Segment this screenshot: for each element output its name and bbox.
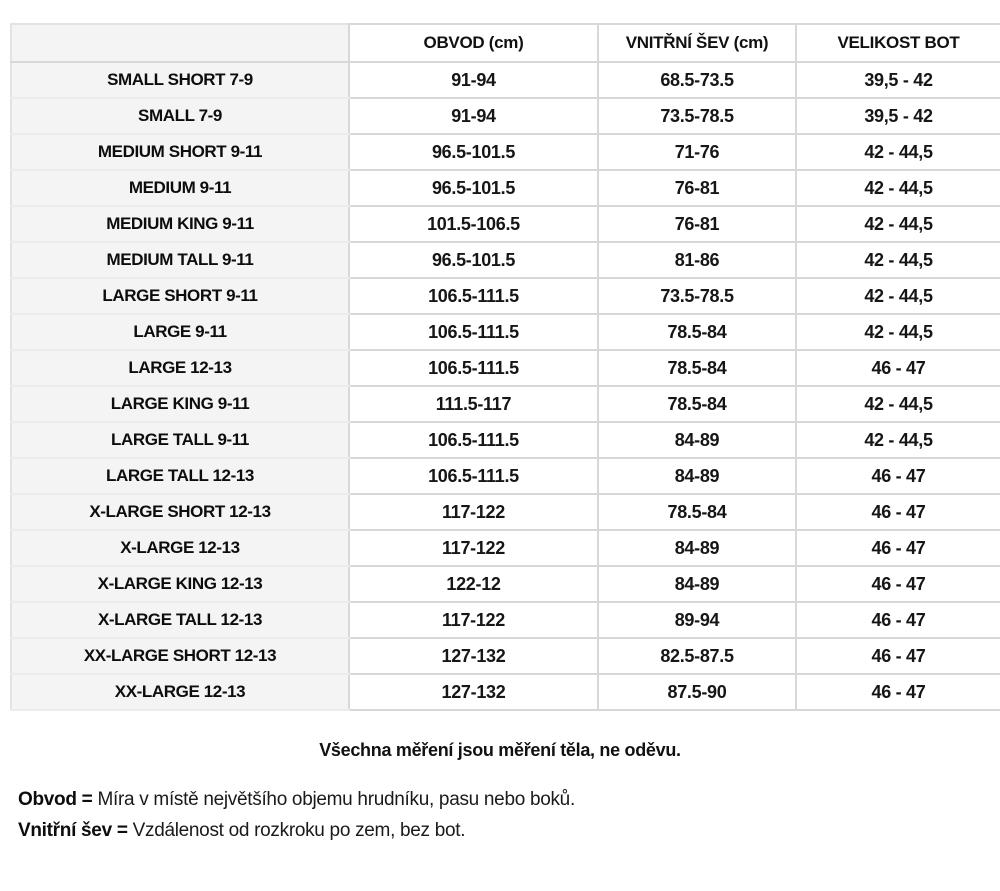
table-row — [11, 458, 1000, 494]
vnitrni-sev-value-cell: 76-81 — [598, 170, 796, 206]
definition-obvod-text: Míra v místě největšího objemu hrudníku, pasu nebo boků. — [97, 789, 575, 810]
table-row — [11, 134, 1000, 170]
velikost-bot-value-cell: 39,5 - 42 — [796, 98, 1000, 134]
velikost-bot-value-cell: 46 - 47 — [796, 494, 1000, 530]
vnitrni-sev-value-cell: 71-76 — [598, 134, 796, 170]
velikost-bot-value-cell: 42 - 44,5 — [796, 206, 1000, 242]
size-label-cell: X-LARGE KING 12-13 — [11, 566, 349, 602]
table-row — [11, 62, 1000, 98]
vnitrni-sev-value-cell: 84-89 — [598, 530, 796, 566]
definition-obvod-term: Obvod = — [18, 789, 93, 810]
table-row — [11, 386, 1000, 422]
obvod-value-cell: 106.5-111.5 — [349, 278, 598, 314]
size-label-cell: XX-LARGE 12-13 — [11, 674, 349, 710]
obvod-value-cell: 101.5-106.5 — [349, 206, 598, 242]
vnitrni-sev-value-cell: 84-89 — [598, 422, 796, 458]
col-header-vnitrni-sev: VNITŘNÍ ŠEV (cm) — [598, 24, 796, 62]
velikost-bot-value-cell: 42 - 44,5 — [796, 422, 1000, 458]
table-row — [11, 494, 1000, 530]
obvod-value-cell: 106.5-111.5 — [349, 314, 598, 350]
velikost-bot-value-cell: 46 - 47 — [796, 530, 1000, 566]
table-row — [11, 170, 1000, 206]
size-label-cell: X-LARGE SHORT 12-13 — [11, 494, 349, 530]
velikost-bot-value-cell: 46 - 47 — [796, 350, 1000, 386]
table-row — [11, 602, 1000, 638]
size-label-cell: MEDIUM SHORT 9-11 — [11, 134, 349, 170]
size-label-cell: SMALL SHORT 7-9 — [11, 62, 349, 98]
obvod-value-cell: 96.5-101.5 — [349, 170, 598, 206]
obvod-value-cell: 91-94 — [349, 98, 598, 134]
definition-vnitrni-sev-term: Vnitřní šev = — [18, 820, 128, 841]
obvod-value-cell: 106.5-111.5 — [349, 458, 598, 494]
table-row — [11, 350, 1000, 386]
vnitrni-sev-value-cell: 87.5-90 — [598, 674, 796, 710]
vnitrni-sev-value-cell: 68.5-73.5 — [598, 62, 796, 98]
obvod-value-cell: 127-132 — [349, 674, 598, 710]
vnitrni-sev-value-cell: 78.5-84 — [598, 386, 796, 422]
size-label-cell: LARGE KING 9-11 — [11, 386, 349, 422]
vnitrni-sev-value-cell: 78.5-84 — [598, 350, 796, 386]
col-header-velikost-bot: VELIKOST BOT — [796, 24, 1000, 62]
size-label-cell: MEDIUM TALL 9-11 — [11, 242, 349, 278]
obvod-value-cell: 122-12 — [349, 566, 598, 602]
body-measurement-note: Všechna měření jsou měření těla, ne oděvu. — [319, 740, 681, 760]
vnitrni-sev-value-cell: 78.5-84 — [598, 494, 796, 530]
velikost-bot-value-cell: 46 - 47 — [796, 638, 1000, 674]
table-row — [11, 638, 1000, 674]
velikost-bot-value-cell: 46 - 47 — [796, 566, 1000, 602]
vnitrni-sev-value-cell: 76-81 — [598, 206, 796, 242]
size-label-cell: LARGE SHORT 9-11 — [11, 278, 349, 314]
velikost-bot-value-cell: 42 - 44,5 — [796, 386, 1000, 422]
obvod-value-cell: 111.5-117 — [349, 386, 598, 422]
velikost-bot-value-cell: 42 - 44,5 — [796, 314, 1000, 350]
table-row — [11, 206, 1000, 242]
table-row — [11, 242, 1000, 278]
size-label-cell: X-LARGE TALL 12-13 — [11, 602, 349, 638]
vnitrni-sev-value-cell: 73.5-78.5 — [598, 278, 796, 314]
velikost-bot-value-cell: 46 - 47 — [796, 458, 1000, 494]
obvod-value-cell: 96.5-101.5 — [349, 134, 598, 170]
vnitrni-sev-value-cell: 89-94 — [598, 602, 796, 638]
table-row — [11, 566, 1000, 602]
definition-obvod — [18, 784, 575, 815]
table-row — [11, 278, 1000, 314]
table-row — [11, 674, 1000, 710]
vnitrni-sev-value-cell: 78.5-84 — [598, 314, 796, 350]
table-row — [11, 422, 1000, 458]
definition-vnitrni-sev-text: Vzdálenost od rozkroku po zem, bez bot. — [132, 820, 466, 841]
obvod-value-cell: 117-122 — [349, 530, 598, 566]
obvod-value-cell: 106.5-111.5 — [349, 350, 598, 386]
table-row — [11, 98, 1000, 134]
obvod-value-cell: 117-122 — [349, 602, 598, 638]
obvod-value-cell: 91-94 — [349, 62, 598, 98]
size-label-cell: LARGE TALL 12-13 — [11, 458, 349, 494]
velikost-bot-value-cell: 42 - 44,5 — [796, 134, 1000, 170]
obvod-value-cell: 117-122 — [349, 494, 598, 530]
size-label-cell: LARGE TALL 9-11 — [11, 422, 349, 458]
obvod-value-cell: 127-132 — [349, 638, 598, 674]
table-row — [11, 530, 1000, 566]
size-table-body — [11, 62, 1000, 710]
header-row — [11, 24, 1000, 62]
size-label-cell: XX-LARGE SHORT 12-13 — [11, 638, 349, 674]
obvod-value-cell: 106.5-111.5 — [349, 422, 598, 458]
size-chart-table — [10, 23, 1000, 711]
vnitrni-sev-value-cell: 82.5-87.5 — [598, 638, 796, 674]
size-label-cell: MEDIUM KING 9-11 — [11, 206, 349, 242]
vnitrni-sev-value-cell: 84-89 — [598, 566, 796, 602]
vnitrni-sev-value-cell: 84-89 — [598, 458, 796, 494]
velikost-bot-value-cell: 46 - 47 — [796, 602, 1000, 638]
size-label-cell: LARGE 12-13 — [11, 350, 349, 386]
obvod-value-cell: 96.5-101.5 — [349, 242, 598, 278]
velikost-bot-value-cell: 46 - 47 — [796, 674, 1000, 710]
table-row — [11, 314, 1000, 350]
vnitrni-sev-value-cell: 81-86 — [598, 242, 796, 278]
size-label-cell: LARGE 9-11 — [11, 314, 349, 350]
size-label-cell: MEDIUM 9-11 — [11, 170, 349, 206]
size-label-cell: X-LARGE 12-13 — [11, 530, 349, 566]
velikost-bot-value-cell: 42 - 44,5 — [796, 278, 1000, 314]
col-header-obvod: OBVOD (cm) — [349, 24, 598, 62]
vnitrni-sev-value-cell: 73.5-78.5 — [598, 98, 796, 134]
col-header-blank — [11, 24, 349, 62]
velikost-bot-value-cell: 42 - 44,5 — [796, 170, 1000, 206]
size-label-cell: SMALL 7-9 — [11, 98, 349, 134]
definitions-block — [18, 784, 575, 846]
velikost-bot-value-cell: 42 - 44,5 — [796, 242, 1000, 278]
definition-vnitrni-sev — [18, 815, 575, 846]
velikost-bot-value-cell: 39,5 - 42 — [796, 62, 1000, 98]
